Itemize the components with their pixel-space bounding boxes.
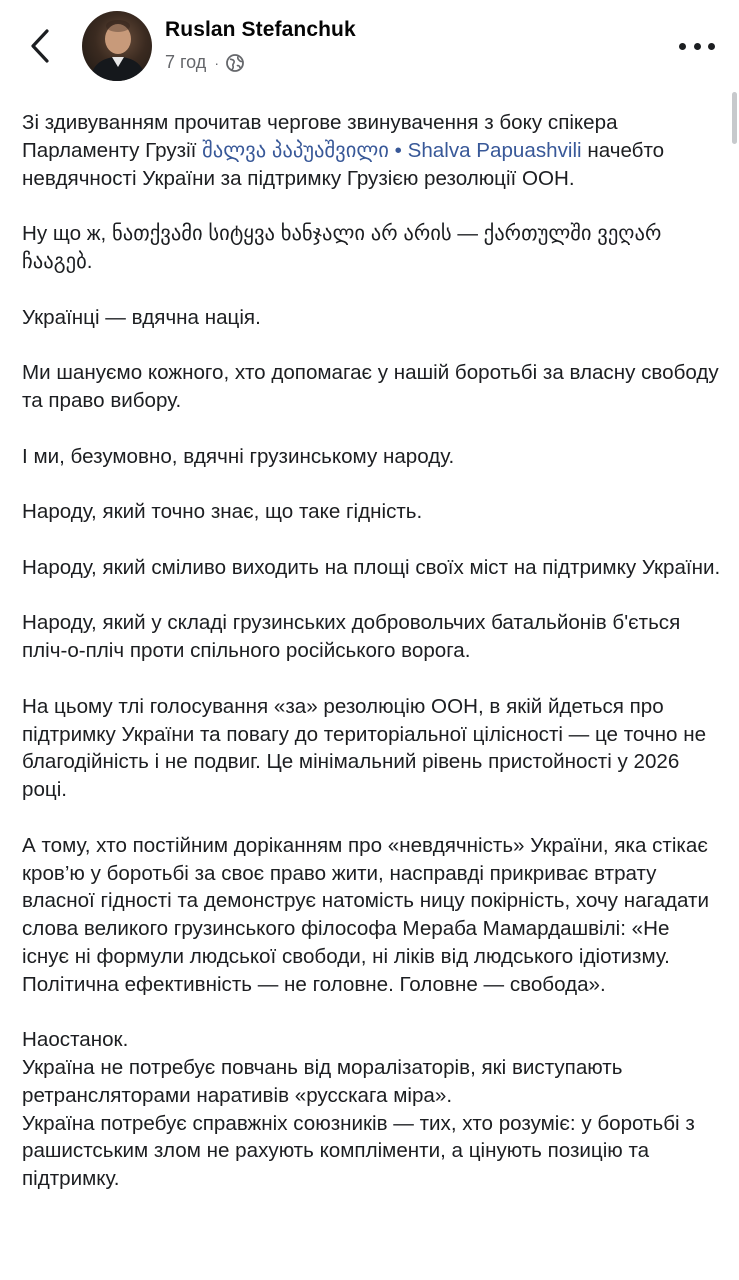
paragraph-1: Зі здивуванням прочитав чергове звинувачення з боку спікера Парламенту Грузії შალვა პაპუაშვილი • Shalva Papuashvili начебто невдячності України за підтримку Грузією резолюції ООН. [22, 111, 665, 190]
paragraph-3: Українці — вдячна нація. [22, 305, 261, 329]
mention-link[interactable]: შალვა პაპუაშვილი • Shalva Papuashvili [202, 138, 582, 162]
paragraph-6: Народу, який точно знає, що таке гідність. [22, 500, 423, 524]
post-text [22, 109, 722, 1193]
closing-line: Наостанок. [22, 1028, 129, 1052]
paragraph-10: А тому, хто постійним доріканням про «невдячність» України, яка стікає кров’ю у боротьбі за своє право жити, насправді прикриває втрату власної гідності та демонструє натомість ницу покірність, хочу нагадати слова великого грузинського філософа Мераба Мамардашвілі: «Не існує ні формули людської свободи, ні ліків від людського ідіотизму. Політична ефективність — не головне. Головне — свобода». [22, 833, 709, 996]
paragraph-9: На цьому тлі голосування «за» резолюцію ООН, в якій йдеться про підтримку України та повагу до територіальної цілісності — це точно не благодійність і не подвиг. Це мінімальний рівень пристойності у 2026 році. [22, 694, 707, 802]
avatar[interactable] [82, 11, 152, 81]
meta-separator: · [214, 54, 219, 71]
paragraph-4: Ми шануємо кожного, хто допомагає у нашій боротьбі за власну свободу та право вибору. [22, 361, 719, 412]
paragraph-11 [22, 1026, 722, 1193]
more-dot-icon [694, 43, 701, 50]
chevron-left-icon [29, 28, 51, 64]
more-dot-icon [679, 43, 686, 50]
post-meta [165, 52, 245, 73]
post-header [0, 0, 739, 96]
paragraph-8: Народу, який у складі грузинських добровольчих батальйонів б'ється пліч-о-пліч проти спільного російського ворога. [22, 611, 681, 663]
closing-line: Україна потребує справжніх союзників — тих, хто розуміє: у боротьбі з рашистським злом не рахують компліменти, а цінують позицію та підтримку. [22, 1111, 695, 1191]
paragraph-2: Ну що ж, ნათქვამი სიტყვა ხანჯალი არ არის — ქართულში ვეღარ ჩააგებ. [22, 222, 662, 273]
globe-icon[interactable] [225, 53, 245, 73]
paragraph-7: Народу, який сміливо виходить на площі своїх міст на підтримку України. [22, 555, 721, 579]
author-name[interactable]: Ruslan Stefanchuk [165, 18, 356, 41]
paragraph-5: І ми, безумовно, вдячні грузинському народу. [22, 444, 455, 468]
back-button[interactable] [22, 26, 58, 66]
more-options-button[interactable] [679, 36, 715, 56]
post-time[interactable]: 7 год [165, 52, 207, 72]
closing-line: Україна не потребує повчань від моралізаторів, які виступають ретрансляторами наративів «русскага міра». [22, 1056, 623, 1107]
scrollbar[interactable] [732, 92, 737, 144]
more-dot-icon [708, 43, 715, 50]
